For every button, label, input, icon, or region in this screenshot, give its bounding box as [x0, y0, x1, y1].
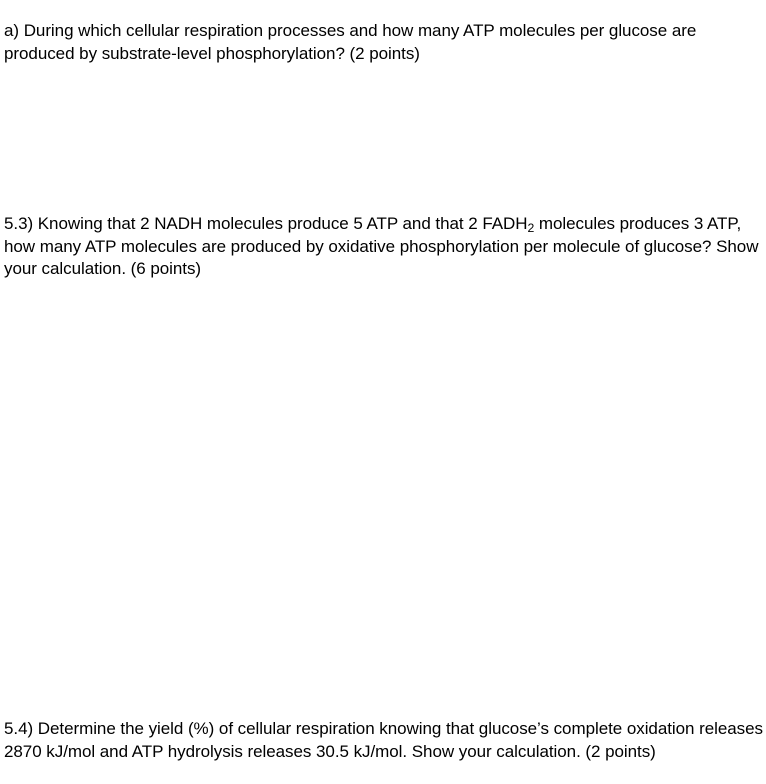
question-5-3-segment-2: molecules produces 3 ATP, how many ATP molecules are produced by oxidative phosphorylation per molecule of glucose? Show your calculation. (6 points) [4, 214, 759, 279]
question-5-3-segment-1: 5.3) Knowing that 2 NADH molecules produce 5 ATP and that 2 FADH [4, 214, 528, 233]
answer-space-question-5-4[interactable] [4, 775, 764, 784]
question-5-4-text: 5.4) Determine the yield (%) of cellular respiration knowing that glucose’s complete oxidation releases 2870 kJ/mol and ATP hydrolysis releases 30.5 kJ/mol. Show your calculation. (2 points) [4, 719, 763, 761]
fadh2-subscript: 2 [527, 221, 535, 236]
answer-space-question-5-3[interactable] [4, 270, 764, 699]
question-a-text: a) During which cellular respiration processes and how many ATP molecules per glucose are produced by substrate-level phosphorylation? (2 points) [4, 21, 697, 63]
answer-space-question-a[interactable] [4, 52, 764, 194]
